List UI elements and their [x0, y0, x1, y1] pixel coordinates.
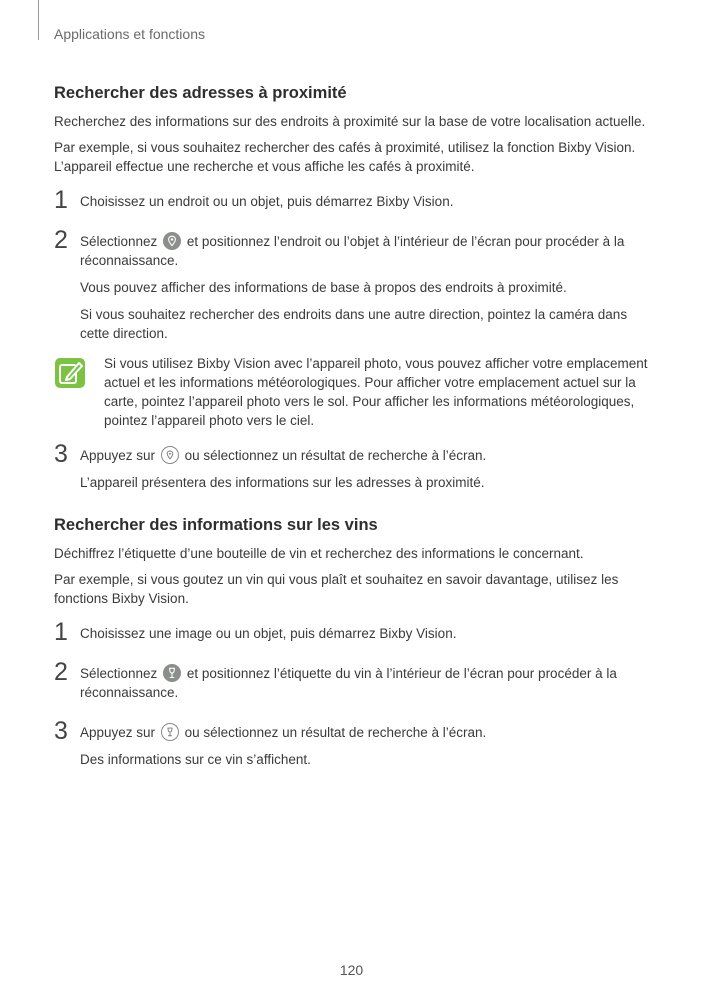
- step-text-before: Appuyez sur: [80, 725, 156, 740]
- intro-paragraph: Par exemple, si vous goutez un vin qui vous plaît et souhaitez en savoir davantage, utilisez les fonctions Bixby Vision.: [54, 572, 619, 606]
- step-number: 2: [54, 226, 68, 254]
- location-pin-icon: [163, 232, 181, 250]
- step-1: [54, 618, 654, 646]
- section-heading: Rechercher des informations sur les vins: [54, 516, 378, 534]
- step-detail: [54, 473, 654, 492]
- page-number: 120: [339, 962, 364, 978]
- step-text-after: et positionnez l’étiquette du vin à l’intérieur de l’écran pour procéder à la réconnaissance.: [80, 666, 617, 700]
- step-text-after: ou sélectionnez un résultat de recherche à l’écran.: [184, 448, 487, 463]
- step-3: [54, 440, 654, 468]
- step-detail-text: Si vous souhaitez rechercher des endroits dans une autre direction, pointez la caméra dans cette direction.: [80, 307, 628, 341]
- wine-glass-icon: [161, 723, 179, 741]
- step-text-before: Sélectionnez: [80, 234, 158, 249]
- section-wine-info: [54, 516, 654, 769]
- step-text: [80, 664, 654, 702]
- note-text: Si vous utilisez Bixby Vision avec l’appareil photo, vous pouvez afficher votre emplacement actuel et les informations météorologiques. Pour afficher votre emplacement actuel sur la carte, pointez l’appareil photo vers le sol. Pour afficher les informations météorologiques, pointez l’appareil photo vers le ciel.: [104, 356, 648, 428]
- step-detail: [54, 278, 654, 297]
- step-number: 3: [54, 717, 68, 745]
- step-text: [80, 232, 654, 270]
- wine-glass-icon: [163, 664, 181, 682]
- step-detail-text: Vous pouvez afficher des informations de base à propos des endroits à proximité.: [80, 280, 567, 295]
- step-number: 2: [54, 658, 68, 686]
- step-1: [54, 186, 654, 214]
- step-text: Choisissez une image ou un objet, puis démarrez Bixby Vision.: [80, 626, 457, 641]
- step-detail-text: Des informations sur ce vin s’affichent.: [80, 752, 311, 767]
- intro-paragraph: Déchiffrez l’étiquette d’une bouteille de vin et recherchez des informations le concernant.: [54, 546, 584, 561]
- step-number: 3: [54, 440, 68, 468]
- header-title: Applications et fonctions: [54, 26, 205, 42]
- step-text: [80, 723, 654, 742]
- step-detail: [54, 305, 654, 343]
- intro-paragraph: Par exemple, si vous souhaitez rechercher des cafés à proximité, utilisez la fonction Bixby Vision. L’appareil effectue une recherche et vous affiche les cafés à proximité.: [54, 140, 636, 174]
- step-2: [54, 226, 654, 270]
- section-heading: Rechercher des adresses à proximité: [54, 84, 347, 102]
- step-number: 1: [54, 186, 68, 214]
- page-content: [54, 84, 654, 769]
- step-text-before: Sélectionnez: [80, 666, 158, 681]
- step-text: Choisissez un endroit ou un objet, puis démarrez Bixby Vision.: [80, 194, 454, 209]
- note-pencil-icon: [54, 357, 86, 389]
- step-text-after: ou sélectionnez un résultat de recherche à l’écran.: [184, 725, 487, 740]
- step-text-before: Appuyez sur: [80, 448, 156, 463]
- step-detail: [54, 750, 654, 769]
- step-detail-text: L’appareil présentera des informations sur les adresses à proximité.: [80, 475, 485, 490]
- step-text: [80, 446, 654, 465]
- intro-paragraph: Recherchez des informations sur des endroits à proximité sur la base de votre localisation actuelle.: [54, 114, 646, 129]
- step-2: [54, 658, 654, 702]
- step-number: 1: [54, 618, 68, 646]
- note-box: [54, 354, 654, 430]
- section-nearby-addresses: [54, 84, 654, 492]
- location-pin-icon: [161, 446, 179, 464]
- header-divider: [38, 0, 39, 40]
- step-3: [54, 717, 654, 745]
- step-text-after: et positionnez l’endroit ou l’objet à l’intérieur de l’écran pour procéder à la réconnaissance.: [80, 234, 625, 268]
